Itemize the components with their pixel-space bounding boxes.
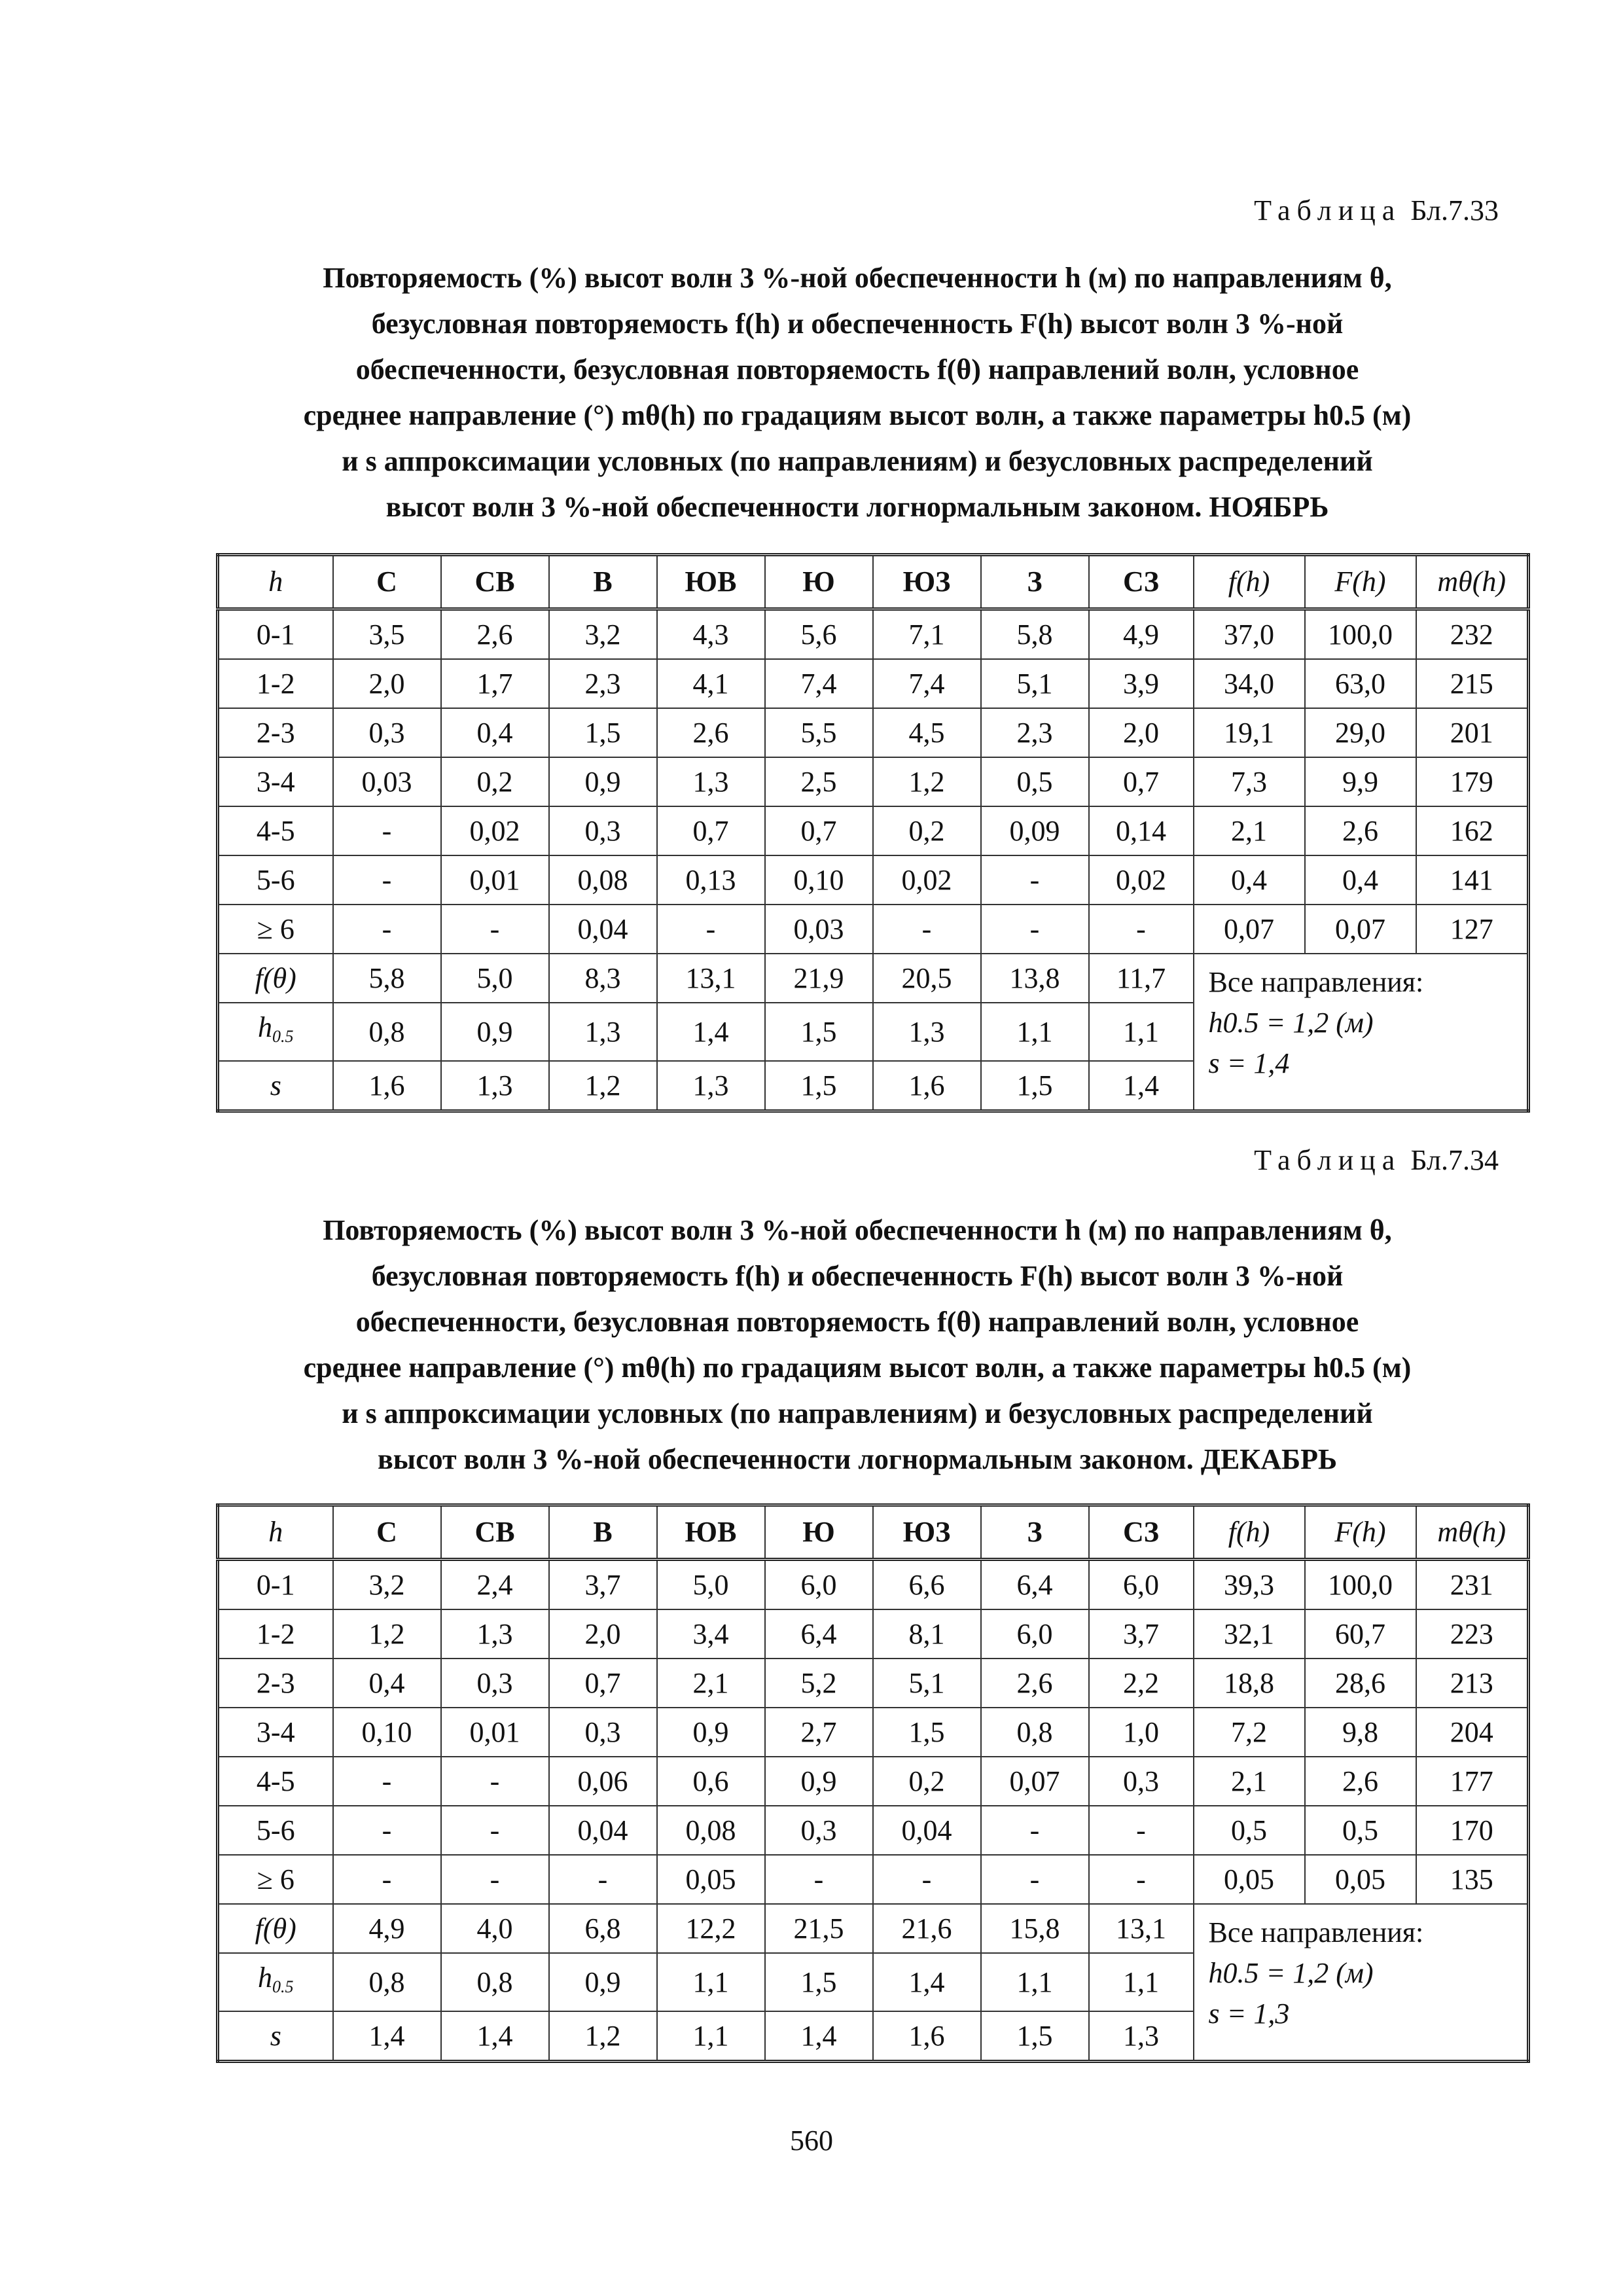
table-row xyxy=(218,1757,1529,1806)
table-cell: 0,2 xyxy=(441,757,549,806)
table-cell: 213 xyxy=(1416,1659,1529,1708)
table-cell: 8,3 xyxy=(549,954,657,1003)
table-cell: 0,10 xyxy=(765,855,873,905)
param-row-f-theta xyxy=(218,1904,1529,1953)
table-cell: 39,3 xyxy=(1194,1560,1305,1610)
table-cell: 6,4 xyxy=(981,1560,1089,1610)
table-cell: 5,8 xyxy=(981,609,1089,660)
column-header: ЮЗ xyxy=(873,1505,981,1560)
table-row xyxy=(218,1609,1529,1659)
table-cell: 5,5 xyxy=(765,708,873,757)
table-row xyxy=(218,1659,1529,1708)
table-cell: - xyxy=(333,1757,441,1806)
table-cell: 7,1 xyxy=(873,609,981,660)
table-cell: - xyxy=(441,905,549,954)
table-cell: - xyxy=(333,905,441,954)
table-cell: 0,8 xyxy=(981,1708,1089,1757)
table-cell: 5,6 xyxy=(765,609,873,660)
all-directions-summary xyxy=(1194,1904,1529,2062)
table-cell: 177 xyxy=(1416,1757,1529,1806)
table-cell: 0,05 xyxy=(657,1855,765,1904)
table-cell: 1,5 xyxy=(765,1061,873,1111)
table-cell: 7,4 xyxy=(873,659,981,708)
caption-line: обеспеченности, безусловная повторяемость f(θ) направлений волн, условное xyxy=(355,353,1359,386)
table-row xyxy=(218,609,1529,660)
table-cell: 63,0 xyxy=(1305,659,1416,708)
table-cell: 21,6 xyxy=(873,1904,981,1953)
column-header: СВ xyxy=(441,1505,549,1560)
table-cell: 179 xyxy=(1416,757,1529,806)
table-cell: 231 xyxy=(1416,1560,1529,1610)
table-cell: 0,4 xyxy=(441,708,549,757)
table-cell: 0,02 xyxy=(441,806,549,855)
table-cell: 0,3 xyxy=(333,708,441,757)
table-cell: 0,5 xyxy=(981,757,1089,806)
table-cell: 0,04 xyxy=(549,1806,657,1855)
table-cell: 135 xyxy=(1416,1855,1529,1904)
table-cell: 1,5 xyxy=(981,1061,1089,1111)
table-cell: - xyxy=(873,1855,981,1904)
table-cell: 0,02 xyxy=(873,855,981,905)
table-cell: 6,8 xyxy=(549,1904,657,1953)
table-cell: 21,5 xyxy=(765,1904,873,1953)
table-cell: 0,7 xyxy=(765,806,873,855)
table-cell: 2,0 xyxy=(333,659,441,708)
page-number: 560 xyxy=(790,2125,833,2157)
table-cell: 127 xyxy=(1416,905,1529,954)
table-cell: 13,1 xyxy=(657,954,765,1003)
table-cell: 232 xyxy=(1416,609,1529,660)
table-cell: 141 xyxy=(1416,855,1529,905)
table-cell: 0,09 xyxy=(981,806,1089,855)
table-cell: 201 xyxy=(1416,708,1529,757)
column-header: З xyxy=(981,555,1089,609)
table-cell: 0,05 xyxy=(1194,1855,1305,1904)
table-cell: 1,4 xyxy=(333,2011,441,2062)
table-cell: 7,2 xyxy=(1194,1708,1305,1757)
table-row xyxy=(218,1855,1529,1904)
table-cell: 5,8 xyxy=(333,954,441,1003)
table-cell: 1,1 xyxy=(981,1953,1089,2011)
table-cell: 0,7 xyxy=(657,806,765,855)
table-cell: 0,9 xyxy=(765,1757,873,1806)
table-label xyxy=(1254,194,1499,227)
table-cell: 3,2 xyxy=(549,609,657,660)
table-cell: 0,2 xyxy=(873,806,981,855)
table-cell: 29,0 xyxy=(1305,708,1416,757)
table-cell: 21,9 xyxy=(765,954,873,1003)
table-cell: 1,4 xyxy=(1089,1061,1194,1111)
table-label-word: Таблица xyxy=(1254,194,1402,226)
table-cell: 2,6 xyxy=(981,1659,1089,1708)
table-cell: 0,8 xyxy=(441,1953,549,2011)
table-cell: 7,3 xyxy=(1194,757,1305,806)
row-label: 5-6 xyxy=(218,855,333,905)
row-label: $h_{0.5}$ xyxy=(218,1003,333,1061)
table-cell: 32,1 xyxy=(1194,1609,1305,1659)
subscript: 0.5 xyxy=(272,1977,294,1996)
table-cell: 0,8 xyxy=(333,1953,441,2011)
table-cell: - xyxy=(1089,1855,1194,1904)
table-cell: 7,4 xyxy=(765,659,873,708)
row-label: 5-6 xyxy=(218,1806,333,1855)
table-cell: 1,5 xyxy=(981,2011,1089,2062)
table-cell: 6,0 xyxy=(981,1609,1089,1659)
table-cell: 1,2 xyxy=(549,1061,657,1111)
column-header: С xyxy=(333,555,441,609)
table-cell: 0,3 xyxy=(765,1806,873,1855)
table-cell: 20,5 xyxy=(873,954,981,1003)
row-label: 4-5 xyxy=(218,1757,333,1806)
row-label: 3-4 xyxy=(218,1708,333,1757)
table-label-number: Бл.7.34 xyxy=(1410,1144,1499,1176)
table-cell: 2,6 xyxy=(441,609,549,660)
table-cell: - xyxy=(981,1806,1089,1855)
table-cell: 4,1 xyxy=(657,659,765,708)
table-cell: 19,1 xyxy=(1194,708,1305,757)
table-cell: 1,4 xyxy=(873,1953,981,2011)
table-cell: 1,1 xyxy=(1089,1953,1194,2011)
wave-height-table xyxy=(216,1503,1530,2063)
column-header: ЮВ xyxy=(657,555,765,609)
row-label: $h_{0.5}$ xyxy=(218,1953,333,2011)
table-row xyxy=(218,855,1529,905)
table-cell: 5,2 xyxy=(765,1659,873,1708)
table-cell: 2,0 xyxy=(549,1609,657,1659)
table-cell: - xyxy=(441,1806,549,1855)
table-cell: 0,7 xyxy=(549,1659,657,1708)
table-cell: 2,2 xyxy=(1089,1659,1194,1708)
row-label: s xyxy=(218,2011,333,2062)
table-cell: 1,6 xyxy=(873,2011,981,2062)
table-cell: 5,0 xyxy=(441,954,549,1003)
caption-line: высот волн 3 %-ной обеспеченности логнормальным законом. НОЯБРЬ xyxy=(385,491,1329,523)
header-row xyxy=(218,555,1529,609)
table-cell: 37,0 xyxy=(1194,609,1305,660)
table-cell: 3,7 xyxy=(1089,1609,1194,1659)
param-row-f-theta xyxy=(218,954,1529,1003)
row-label: s xyxy=(218,1061,333,1111)
caption-line: среднее направление (°) mθ(h) по градациям высот волн, а также параметры h0.5 (м) xyxy=(303,399,1412,431)
column-header: ЮВ xyxy=(657,1505,765,1560)
table-cell: 2,0 xyxy=(1089,708,1194,757)
table-cell: 0,04 xyxy=(873,1806,981,1855)
table-cell: 4,3 xyxy=(657,609,765,660)
table-cell: 6,0 xyxy=(1089,1560,1194,1610)
table-cell: 0,9 xyxy=(441,1003,549,1061)
table-cell: 0,3 xyxy=(549,806,657,855)
table-cell: 2,5 xyxy=(765,757,873,806)
row-label: 1-2 xyxy=(218,1609,333,1659)
table-cell: 0,10 xyxy=(333,1708,441,1757)
table-cell: 0,06 xyxy=(549,1757,657,1806)
caption-line: среднее направление (°) mθ(h) по градациям высот волн, а также параметры h0.5 (м) xyxy=(303,1352,1412,1384)
column-header: СВ xyxy=(441,555,549,609)
table-cell: 0,04 xyxy=(549,905,657,954)
table-cell: - xyxy=(981,905,1089,954)
table-cell: 100,0 xyxy=(1305,1560,1416,1610)
table-cell: 170 xyxy=(1416,1806,1529,1855)
table-cell: 5,1 xyxy=(873,1659,981,1708)
row-label: 2-3 xyxy=(218,1659,333,1708)
table-cell: 1,6 xyxy=(873,1061,981,1111)
table-cell: 3,2 xyxy=(333,1560,441,1610)
column-header: h xyxy=(218,1505,333,1560)
table-cell: 9,9 xyxy=(1305,757,1416,806)
all-directions-summary xyxy=(1194,954,1529,1111)
table-cell: 1,3 xyxy=(657,1061,765,1111)
table-cell: 6,4 xyxy=(765,1609,873,1659)
summary-title: Все направления: xyxy=(1208,1916,1424,1948)
table-cell: 4,9 xyxy=(333,1904,441,1953)
table-cell: - xyxy=(333,855,441,905)
table-cell: 0,9 xyxy=(549,757,657,806)
table-cell: 1,5 xyxy=(765,1953,873,2011)
table-cell: 3,5 xyxy=(333,609,441,660)
table-label-number: Бл.7.33 xyxy=(1410,194,1499,226)
table-cell: 2,6 xyxy=(657,708,765,757)
table-cell: 1,3 xyxy=(549,1003,657,1061)
table-row xyxy=(218,905,1529,954)
table-cell: 1,4 xyxy=(657,1003,765,1061)
wave-height-table xyxy=(216,553,1530,1113)
summary-h05: h0.5 = 1,2 (м) xyxy=(1208,1957,1374,1989)
table-cell: 0,08 xyxy=(549,855,657,905)
table-cell: 15,8 xyxy=(981,1904,1089,1953)
table-cell: 0,8 xyxy=(333,1003,441,1061)
table-cell: - xyxy=(981,1855,1089,1904)
table-row xyxy=(218,708,1529,757)
column-header: В xyxy=(549,1505,657,1560)
column-header: F(h) xyxy=(1305,555,1416,609)
table-cell: - xyxy=(333,1855,441,1904)
table-cell: 0,2 xyxy=(873,1757,981,1806)
header-row xyxy=(218,1505,1529,1560)
table-cell: 1,0 xyxy=(1089,1708,1194,1757)
table-cell: 0,02 xyxy=(1089,855,1194,905)
summary-s: s = 1,4 xyxy=(1208,1047,1290,1079)
row-label: 2-3 xyxy=(218,708,333,757)
table-cell: 162 xyxy=(1416,806,1529,855)
table-cell: 1,5 xyxy=(873,1708,981,1757)
table-cell: 1,3 xyxy=(873,1003,981,1061)
column-header: В xyxy=(549,555,657,609)
table-cell: 0,7 xyxy=(1089,757,1194,806)
subscript: 0.5 xyxy=(272,1027,294,1046)
column-header: h xyxy=(218,555,333,609)
table-cell: 2,1 xyxy=(657,1659,765,1708)
row-label: f(θ) xyxy=(218,1904,333,1953)
table-cell: 1,6 xyxy=(333,1061,441,1111)
table-row xyxy=(218,1708,1529,1757)
column-header: f(h) xyxy=(1194,555,1305,609)
column-header: mθ(h) xyxy=(1416,1505,1529,1560)
table-cell: 2,3 xyxy=(549,659,657,708)
table-cell: 18,8 xyxy=(1194,1659,1305,1708)
table-row xyxy=(218,659,1529,708)
table-cell: - xyxy=(657,905,765,954)
column-header: СЗ xyxy=(1089,555,1194,609)
table-cell: 0,3 xyxy=(1089,1757,1194,1806)
table-cell: 0,01 xyxy=(441,1708,549,1757)
table-cell: 12,2 xyxy=(657,1904,765,1953)
table-cell: 0,3 xyxy=(441,1659,549,1708)
table-cell: 2,3 xyxy=(981,708,1089,757)
table-cell: 34,0 xyxy=(1194,659,1305,708)
table-cell: 28,6 xyxy=(1305,1659,1416,1708)
table-cell: 2,4 xyxy=(441,1560,549,1610)
caption-line: безусловная повторяемость f(h) и обеспеченность F(h) высот волн 3 %-ной xyxy=(371,1260,1344,1292)
table-cell: 2,1 xyxy=(1194,806,1305,855)
table-cell: 9,8 xyxy=(1305,1708,1416,1757)
table-caption xyxy=(216,255,1499,530)
caption-line: Повторяемость (%) высот волн 3 %-ной обеспеченности h (м) по направлениям θ, xyxy=(323,262,1392,294)
table-cell: 1,4 xyxy=(441,2011,549,2062)
caption-line: и s аппроксимации условных (по направлениям) и безусловных распределений xyxy=(342,1397,1373,1429)
table-cell: 0,07 xyxy=(1305,905,1416,954)
table-cell: 6,6 xyxy=(873,1560,981,1610)
table-cell: 100,0 xyxy=(1305,609,1416,660)
table-cell: 2,6 xyxy=(1305,1757,1416,1806)
table-cell: 1,5 xyxy=(549,708,657,757)
table-cell: 8,1 xyxy=(873,1609,981,1659)
table-cell: 1,1 xyxy=(657,2011,765,2062)
table-cell: 1,3 xyxy=(657,757,765,806)
row-label: ≥ 6 xyxy=(218,1855,333,1904)
row-label: 4-5 xyxy=(218,806,333,855)
table-cell: 0,4 xyxy=(1305,855,1416,905)
column-header: f(h) xyxy=(1194,1505,1305,1560)
table-cell: 0,05 xyxy=(1305,1855,1416,1904)
column-header: Ю xyxy=(765,555,873,609)
column-header: Ю xyxy=(765,1505,873,1560)
table-cell: 0,4 xyxy=(333,1659,441,1708)
table-row xyxy=(218,757,1529,806)
table-cell: 11,7 xyxy=(1089,954,1194,1003)
table-cell: - xyxy=(873,905,981,954)
table-cell: 6,0 xyxy=(765,1560,873,1610)
table-cell: 0,5 xyxy=(1305,1806,1416,1855)
row-label: 0-1 xyxy=(218,1560,333,1610)
table-cell: 0,3 xyxy=(549,1708,657,1757)
table-cell: 1,7 xyxy=(441,659,549,708)
table-row xyxy=(218,806,1529,855)
table-cell: 1,4 xyxy=(765,2011,873,2062)
table-cell: 0,14 xyxy=(1089,806,1194,855)
table-cell: - xyxy=(333,1806,441,1855)
caption-line: безусловная повторяемость f(h) и обеспеченность F(h) высот волн 3 %-ной xyxy=(371,308,1344,340)
table-row xyxy=(218,1560,1529,1610)
caption-line: Повторяемость (%) высот волн 3 %-ной обеспеченности h (м) по направлениям θ, xyxy=(323,1214,1392,1246)
row-label: 1-2 xyxy=(218,659,333,708)
table-cell: 13,8 xyxy=(981,954,1089,1003)
table-label xyxy=(1254,1143,1499,1177)
table-cell: 1,1 xyxy=(1089,1003,1194,1061)
table-cell: 3,9 xyxy=(1089,659,1194,708)
table-cell: 204 xyxy=(1416,1708,1529,1757)
table-caption xyxy=(216,1208,1499,1482)
summary-s: s = 1,3 xyxy=(1208,1998,1290,2030)
table-cell: 5,0 xyxy=(657,1560,765,1610)
table-cell: 1,2 xyxy=(873,757,981,806)
column-header: F(h) xyxy=(1305,1505,1416,1560)
row-label: 0-1 xyxy=(218,609,333,660)
table-cell: 0,5 xyxy=(1194,1806,1305,1855)
row-label: f(θ) xyxy=(218,954,333,1003)
column-header: СЗ xyxy=(1089,1505,1194,1560)
table-cell: 60,7 xyxy=(1305,1609,1416,1659)
caption-line: высот волн 3 %-ной обеспеченности логнормальным законом. ДЕКАБРЬ xyxy=(377,1443,1338,1475)
table-cell: 13,1 xyxy=(1089,1904,1194,1953)
table-cell: 1,2 xyxy=(333,1609,441,1659)
table-cell: - xyxy=(549,1855,657,1904)
table-cell: 0,13 xyxy=(657,855,765,905)
column-header: С xyxy=(333,1505,441,1560)
table-cell: 4,9 xyxy=(1089,609,1194,660)
table-row xyxy=(218,1806,1529,1855)
table-cell: 1,1 xyxy=(981,1003,1089,1061)
table-cell: 0,08 xyxy=(657,1806,765,1855)
summary-h05: h0.5 = 1,2 (м) xyxy=(1208,1007,1374,1039)
table-cell: 5,1 xyxy=(981,659,1089,708)
table-cell: 1,2 xyxy=(549,2011,657,2062)
table-cell: 2,6 xyxy=(1305,806,1416,855)
table-cell: 2,7 xyxy=(765,1708,873,1757)
table-cell: 4,5 xyxy=(873,708,981,757)
table-cell: 0,9 xyxy=(657,1708,765,1757)
table-cell: 0,01 xyxy=(441,855,549,905)
table-cell: 0,03 xyxy=(765,905,873,954)
table-cell: - xyxy=(1089,905,1194,954)
column-header: З xyxy=(981,1505,1089,1560)
row-label: 3-4 xyxy=(218,757,333,806)
table-cell: 1,3 xyxy=(441,1061,549,1111)
row-label: ≥ 6 xyxy=(218,905,333,954)
table-cell: 0,07 xyxy=(981,1757,1089,1806)
column-header: ЮЗ xyxy=(873,555,981,609)
table-cell: 0,6 xyxy=(657,1757,765,1806)
summary-title: Все направления: xyxy=(1208,966,1424,998)
column-header: mθ(h) xyxy=(1416,555,1529,609)
table-cell: - xyxy=(333,806,441,855)
table-cell: 1,1 xyxy=(657,1953,765,2011)
table-cell: 223 xyxy=(1416,1609,1529,1659)
table-cell: 1,3 xyxy=(1089,2011,1194,2062)
table-cell: 3,7 xyxy=(549,1560,657,1610)
table-cell: - xyxy=(441,1855,549,1904)
table-label-word: Таблица xyxy=(1254,1144,1402,1176)
table-cell: 215 xyxy=(1416,659,1529,708)
table-cell: 0,07 xyxy=(1194,905,1305,954)
table-cell: 1,5 xyxy=(765,1003,873,1061)
table-cell: - xyxy=(441,1757,549,1806)
caption-line: и s аппроксимации условных (по направлениям) и безусловных распределений xyxy=(342,445,1373,477)
table-cell: - xyxy=(981,855,1089,905)
caption-line: обеспеченности, безусловная повторяемость f(θ) направлений волн, условное xyxy=(355,1306,1359,1338)
table-cell: 0,4 xyxy=(1194,855,1305,905)
table-cell: 3,4 xyxy=(657,1609,765,1659)
table-cell: 2,1 xyxy=(1194,1757,1305,1806)
table-cell: 0,9 xyxy=(549,1953,657,2011)
table-cell: - xyxy=(765,1855,873,1904)
table-cell: 1,3 xyxy=(441,1609,549,1659)
table-cell: 4,0 xyxy=(441,1904,549,1953)
table-cell: 0,03 xyxy=(333,757,441,806)
table-cell: - xyxy=(1089,1806,1194,1855)
